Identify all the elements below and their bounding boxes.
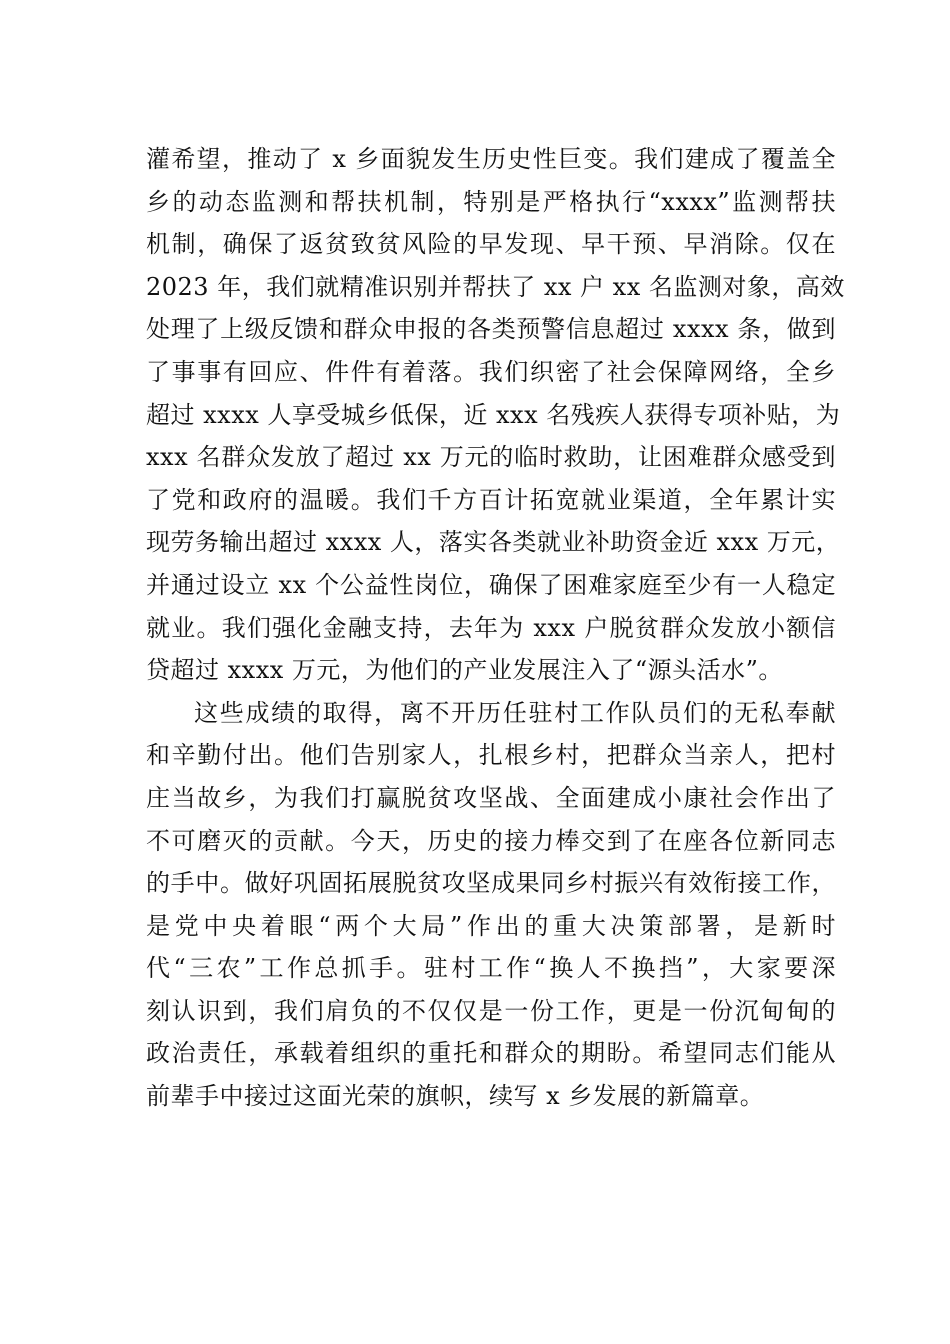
body-text bbox=[146, 138, 845, 1118]
text-line: 是党中央着眼“两个大局”作出的重大决策部署，是新时 bbox=[146, 911, 836, 940]
text-line: xxx 名群众发放了超过 xx 万元的临时救助，让困难群众感受到 bbox=[146, 443, 836, 472]
text-line: 机制，确保了返贫致贫风险的早发现、早干预、早消除。仅在 bbox=[146, 230, 836, 259]
text-line: 处理了上级反馈和群众申报的各类预警信息超过 xxxx 条，做到 bbox=[146, 315, 836, 344]
text-line: 和辛勤付出。他们告别家人，扎根乡村，把群众当亲人，把村 bbox=[146, 741, 836, 770]
text-line: 政治责任，承载着组织的重托和群众的期盼。希望同志们能从 bbox=[146, 1039, 836, 1068]
paragraph-2 bbox=[146, 692, 836, 1118]
text-line: 现劳务输出超过 xxxx 人，落实各类就业补助资金近 xxx 万元， bbox=[146, 528, 841, 557]
text-line: 代“三农”工作总抓手。驻村工作“换人不换挡”，大家要深 bbox=[146, 954, 836, 983]
text-line: 贷超过 xxxx 万元，为他们的产业发展注入了“源头活水”。 bbox=[146, 656, 783, 685]
text-line: 2023 年，我们就精准识别并帮扶了 xx 户 xx 名监测对象，高效 bbox=[146, 272, 845, 301]
text-line: 就业。我们强化金融支持，去年为 xxx 户脱贫群众发放小额信 bbox=[146, 613, 836, 642]
paragraph-1 bbox=[146, 138, 845, 692]
text-line: 的手中。做好巩固拓展脱贫攻坚成果同乡村振兴有效衔接工作， bbox=[146, 869, 836, 898]
text-line: 超过 xxxx 人享受城乡低保，近 xxx 名残疾人获得专项补贴，为 bbox=[146, 400, 841, 429]
text-line: 不可磨灭的贡献。今天，历史的接力棒交到了在座各位新同志 bbox=[146, 826, 836, 855]
text-line: 这些成绩的取得，离不开历任驻村工作队员们的无私奉献 bbox=[194, 698, 836, 727]
text-line: 并通过设立 xx 个公益性岗位，确保了困难家庭至少有一人稳定 bbox=[146, 570, 836, 599]
text-line: 了党和政府的温暖。我们千方百计拓宽就业渠道，全年累计实 bbox=[146, 485, 836, 514]
text-line: 刻认识到，我们肩负的不仅仅是一份工作，更是一份沉甸甸的 bbox=[146, 996, 836, 1025]
text-line: 乡的动态监测和帮扶机制，特别是严格执行“xxxx”监测帮扶 bbox=[146, 187, 836, 216]
text-line: 前辈手中接过这面光荣的旗帜，续写 x 乡发展的新篇章。 bbox=[146, 1082, 765, 1111]
text-line: 庄当故乡，为我们打赢脱贫攻坚战、全面建成小康社会作出了 bbox=[146, 783, 836, 812]
text-line: 灌希望，推动了 x 乡面貌发生历史性巨变。我们建成了覆盖全 bbox=[146, 145, 836, 173]
text-line: 了事事有回应、件件有着落。我们织密了社会保障网络，全乡 bbox=[146, 357, 836, 386]
